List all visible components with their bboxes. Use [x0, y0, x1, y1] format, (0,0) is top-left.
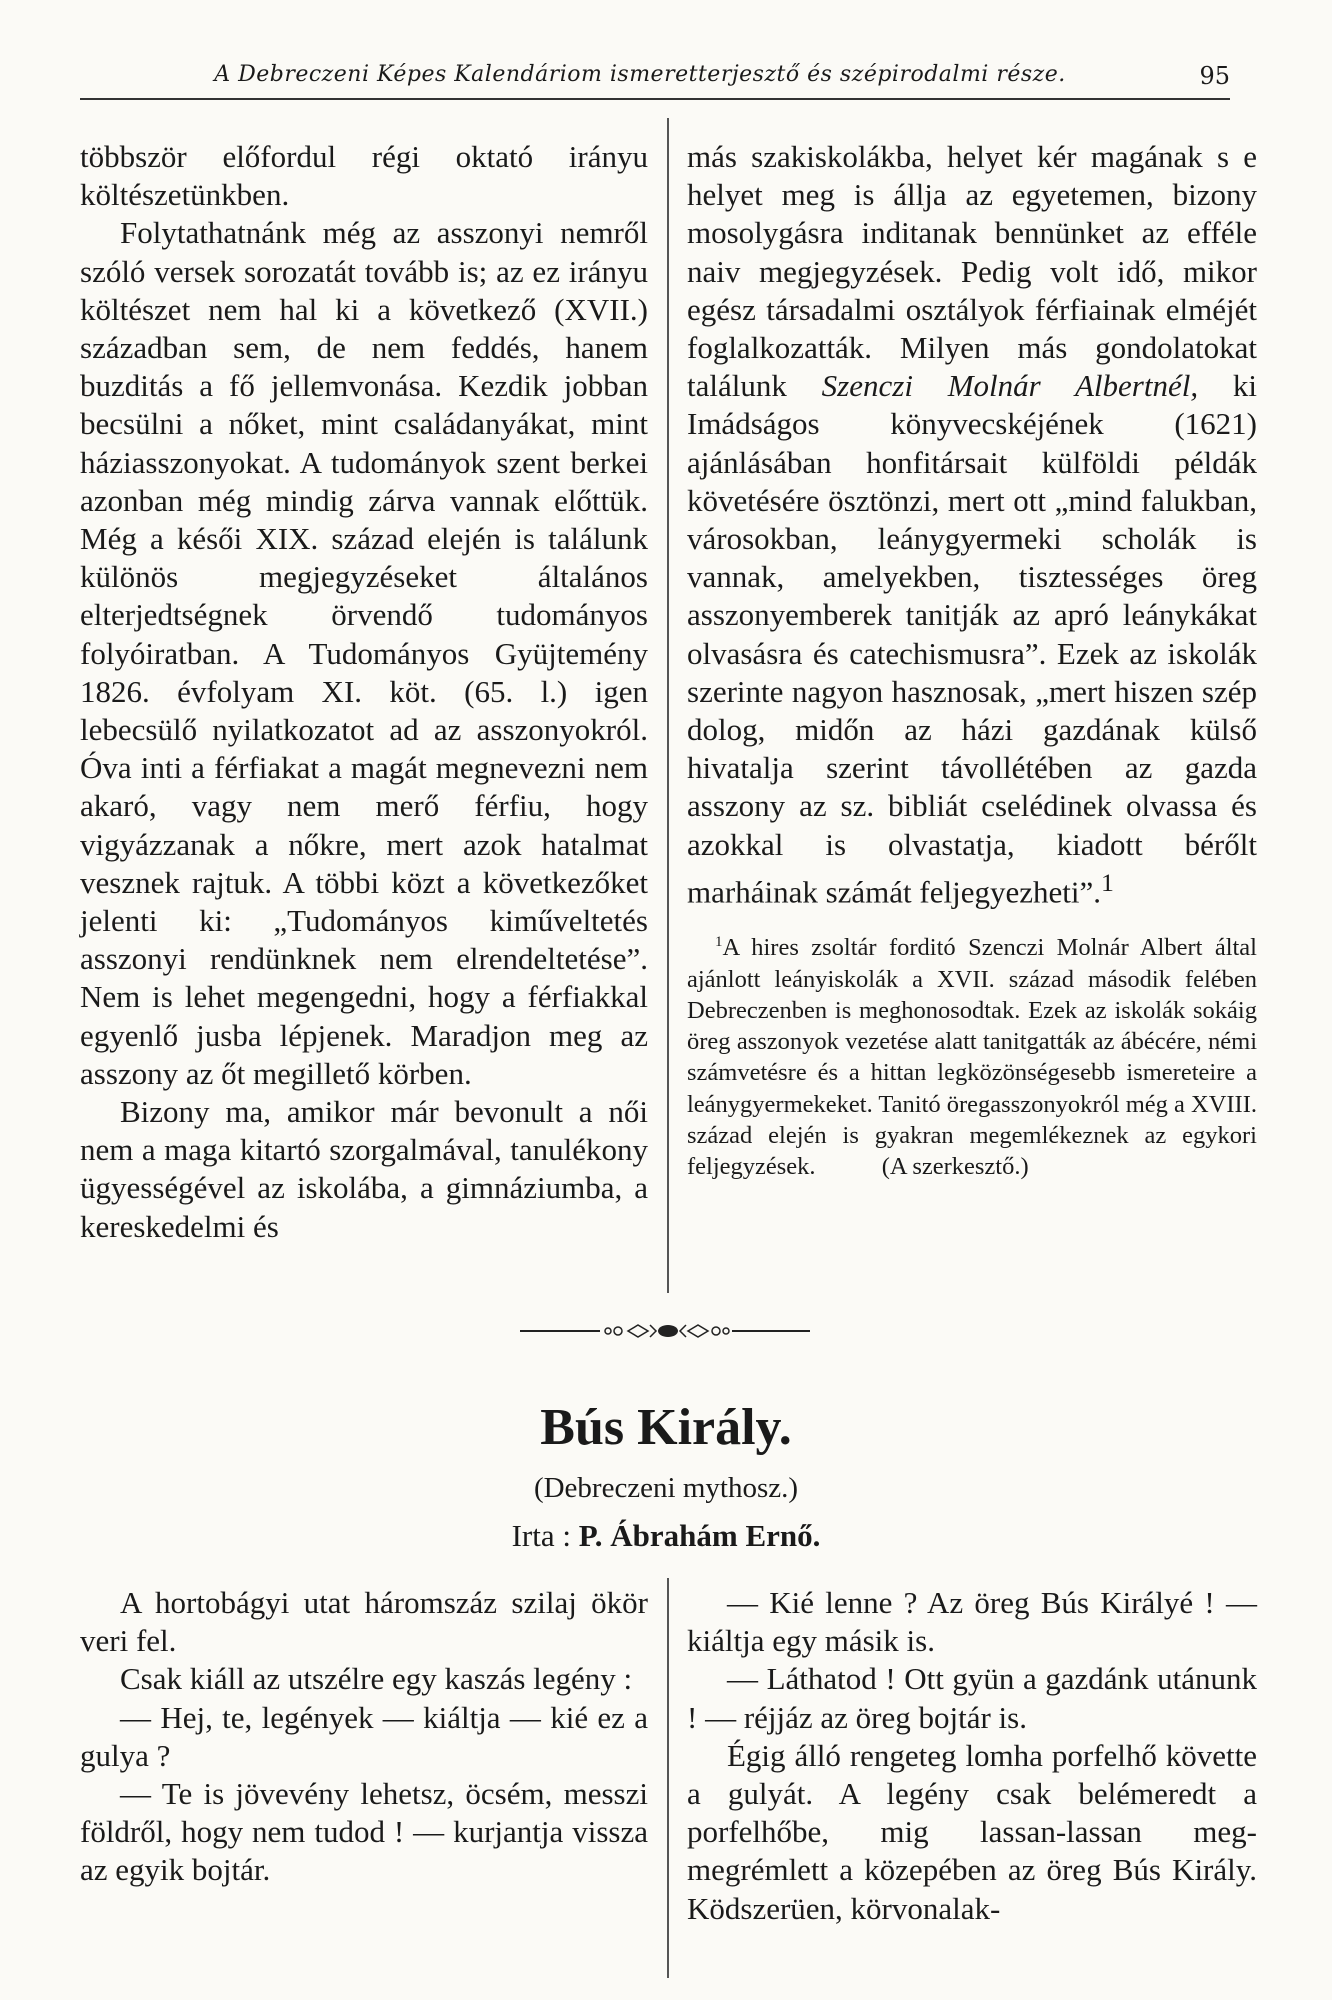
- story-paragraph: — Hej, te, legények — kiáltja — kié ez a gulya ?: [80, 1699, 648, 1773]
- running-header: [80, 62, 1230, 100]
- page-number: 95: [1199, 62, 1230, 90]
- article-text: más szakiskolákba, helyet kér magának s e helyet meg is állja az egyetemen, bizony mosolygásra inditanak bennünket az efféle naiv megjegyzések. Pedig volt idő, mikor egész társadalmi osztályok férfiainak elméjét foglalkozatták. Milyen más gondolatokat találunk: [687, 139, 1257, 404]
- section-ornament: [520, 1321, 810, 1341]
- article-paragraph: [687, 138, 1257, 911]
- story-column-right: [687, 1584, 1257, 1928]
- article-column-right: [687, 138, 1257, 1182]
- story-title: Bús Király.: [540, 1399, 792, 1456]
- column-divider-lower: [667, 1578, 669, 1978]
- footnote: [687, 927, 1257, 1182]
- article-paragraph: Bizony ma, amikor már bevonult a női nem a maga kitartó szorgalmával, tanulékony ügyességével az iskolába, a gimnáziumba, a kereskedelmi és: [80, 1094, 648, 1244]
- story-paragraph: Csak kiáll az utszélre egy kaszás legény :: [120, 1661, 633, 1697]
- column-divider-upper: [667, 118, 669, 1293]
- article-paragraph: többször előfordul régi oktató irányu költészetünkben.: [80, 139, 648, 213]
- footnote-signature: (A szerkesztő.): [881, 1152, 1029, 1180]
- author-name-italic: Szenczi Molnár Albertnél,: [821, 368, 1199, 404]
- story-paragraph: — Kié lenne ? Az öreg Bús Királyé ! — kiáltja egy másik is.: [687, 1585, 1257, 1659]
- story-paragraph: — Láthatod ! Ott gyün a gazdánk utánunk ! — réjjáz az öreg bojtár is.: [687, 1661, 1257, 1735]
- author-prefix: Irta :: [511, 1518, 571, 1553]
- footnote-number: 1: [715, 934, 723, 951]
- article-paragraph: Folytathatnánk még az asszonyi nemről szóló versek sorozatát tovább is; az ez irányu költészet nem hal ki a következő (XVII.) században sem, de nem feddés, hanem buzditás a fő jellemvonása. Kezdik jobban becsülni a nőket, mint családanyákat, mint háziasszonyokat. A tudományok szent berkei azonban még mindig zárva vannak előttük. Még a késői XIX. század elején is találunk különös megjegyzéseket általános elterjedtségnek örvendő tudományos folyóiratban. A Tudományos Gyüjtemény 1826. évfolyam XI. köt. (65. l.) igen lebecsülő nyilatkozatot ad az asszonyokról. Óva inti a férfiakat a magát megnevezni nem akaró, vagy nem merő férfiu, hogy vigyázzanak a nőkre, mert azok hatalmat vesznek rajtuk. A többi közt a következőket jelenti ki: „Tudományos kiműveltetés asszonyi rendünknek nem elrendeltetése”. Nem is lehet megengedni, hogy a férfiakkal egyenlő jusba lépjenek. Maradjon meg az asszony az őt megillető körben.: [80, 215, 648, 1091]
- article-text: ki Imádságos könyvecskéjének (1621) ajánlásában honfitársait külföldi példák követésére ösztönzi, mert ott „mind falukban, városokban, leánygyermeki scholák is vannak, amelyekben, tisztességes öreg asszonyemberek tanitják az apró leánykákat olvasásra és catechismusra”. Ezek az iskolák szerinte nagyon hasznosak, „mert hiszen szép dolog, midőn az házi gazdának külső hivatalja szerint távollétében az gazda asszony az sz. bibliát cselédinek olvassa és azokkal is olvastatja, kiadott bérőlt marháinak számát feljegyezheti”.: [687, 368, 1258, 910]
- footnote-text: A hires zsoltár forditó Szenczi Molnár Albert által ajánlott leányiskolák a XVII. század második felében Debreczenben is meghonosodtak. Ezek az iskolák sokáig öreg asszonyok vezetése alatt tanitgatták az ábécére, némi számvetésre és a hittan legközönségesebb ismereteire a leánygyermekeket. Tanitó öregasszonyokról még a XVIII. század elején is gyakran megemlékeznek az egykori feljegyzések.: [687, 934, 1257, 1180]
- story-column-left: [80, 1584, 648, 1890]
- footnote-marker: 1: [1100, 867, 1114, 897]
- story-author: [0, 1518, 1332, 1554]
- author-name: P. Ábrahám Ernő.: [578, 1518, 821, 1553]
- story-paragraph: A hortobágyi utat háromszáz szilaj ökör veri fel.: [80, 1585, 648, 1659]
- header-title: A Debreczeni Képes Kalendáriom ismeretterjesztő és szépirodalmi része.: [214, 62, 1066, 87]
- story-paragraph: Égig álló rengeteg lomha porfelhő követte a gulyát. A legény csak belémeredt a porfelhőbe, mig lassan-lassan meg-megrémlett a közepében az öreg Bús Király. Ködszerüen, körvonalak-: [687, 1737, 1257, 1926]
- story-subtitle: (Debreczeni mythosz.): [533, 1472, 799, 1504]
- story-paragraph: — Te is jövevény lehetsz, öcsém, messzi földről, hogy nem tudod ! — kurjantja vissza az egyik bojtár.: [80, 1776, 648, 1888]
- article-column-left: [80, 138, 648, 1246]
